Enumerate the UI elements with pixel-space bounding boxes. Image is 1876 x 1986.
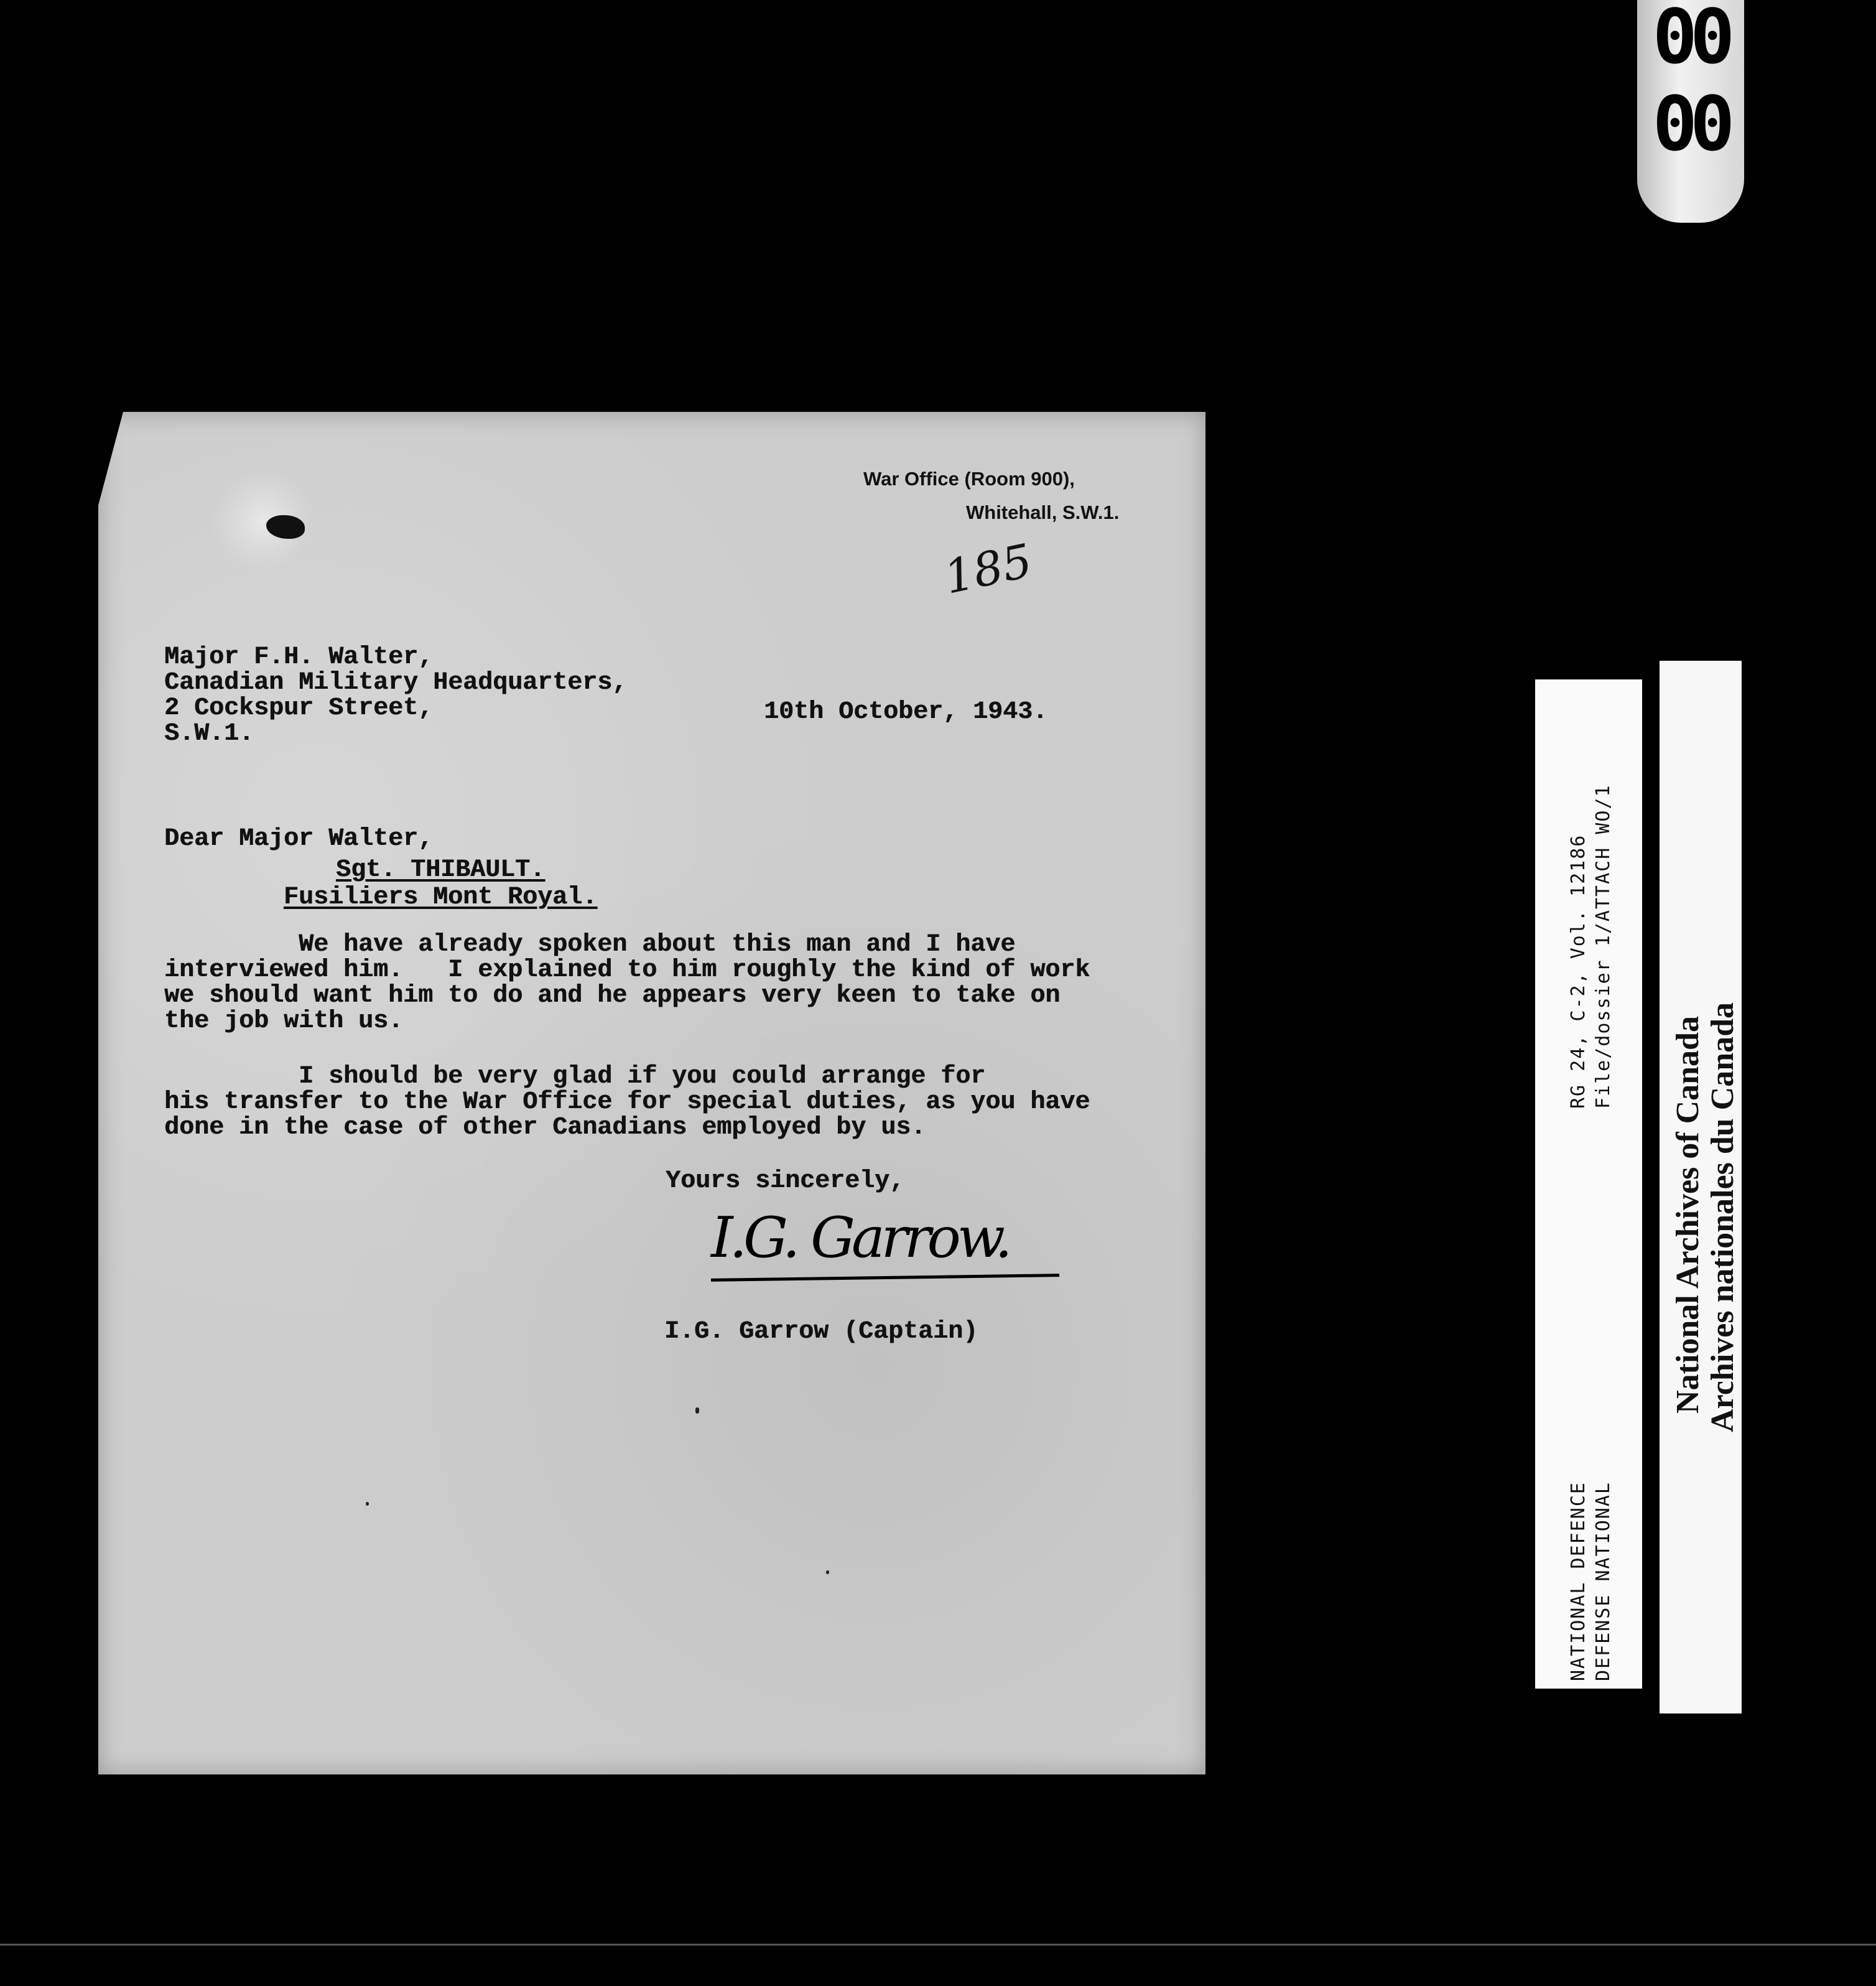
letter-date: 10th October, 1943. [764, 698, 1048, 726]
department-line-1: NATIONAL DEFENCE [1567, 1481, 1589, 1681]
recipient-address [164, 645, 627, 747]
handwritten-signature: I.G. Garrow. [711, 1205, 1009, 1270]
paragraph-line: We have already spoken about this man and I have [164, 931, 1016, 959]
signer-name: I.G. Garrow (Captain) [664, 1318, 978, 1346]
archives-name-label [1660, 661, 1742, 1713]
paragraph-line: the job with us. [164, 1007, 404, 1035]
recipient-line: 2 Cockspur Street, [164, 694, 434, 722]
archive-ref-line-1: RG 24, C-2, Vol. 12186 [1567, 834, 1589, 1109]
recipient-line: S.W.1. [164, 720, 254, 748]
handwritten-folio-number: 185 [939, 534, 1037, 605]
subject-name: Sgt. THIBAULT. [335, 856, 546, 884]
film-reel-tab [1637, 0, 1744, 223]
paper-speck-icon [366, 1502, 369, 1506]
letterhead-line-1: War Office (Room 900), [863, 468, 1075, 490]
signature-underline [711, 1274, 1059, 1282]
paper-speck-icon [826, 1570, 829, 1574]
archives-name-fr: Archives nationales du Canada [1705, 1002, 1740, 1432]
recipient-line: Canadian Military Headquarters, [164, 669, 628, 697]
body-paragraph-2 [164, 1064, 1090, 1140]
film-edge-line [0, 1944, 1876, 1946]
archive-ref-line-2: File/dossier 1/ATTACH WO/1 [1592, 784, 1614, 1109]
letter-page [98, 412, 1205, 1774]
paper-speck-icon [695, 1407, 699, 1414]
paragraph-line: I should be very glad if you could arrange for [164, 1063, 986, 1091]
recipient-line: Major F.H. Walter, [164, 643, 434, 671]
paragraph-line: we should want him to do and he appears very keen to take on [164, 982, 1061, 1010]
salutation: Dear Major Walter, [164, 825, 434, 853]
archives-name-en: National Archives of Canada [1670, 1016, 1706, 1414]
letterhead-line-2: Whitehall, S.W.1. [966, 501, 1120, 523]
folded-corner [98, 412, 123, 505]
closing: Yours sincerely, [666, 1167, 905, 1195]
subject-line-1 [98, 856, 782, 884]
paragraph-line: done in the case of other Canadians employed by us. [164, 1114, 926, 1142]
body-paragraph-1 [164, 932, 1090, 1034]
signature-block [711, 1205, 1069, 1286]
department-line-2: DEFENSE NATIONAL [1592, 1481, 1614, 1681]
reel-digit-bottom: 00 [1652, 81, 1728, 168]
subject-line-2 [98, 883, 782, 911]
reel-digit-top: 00 [1652, 0, 1728, 81]
archive-reference-label [1535, 679, 1642, 1689]
paragraph-line: his transfer to the War Office for special duties, as you have [164, 1088, 1090, 1116]
subject-unit: Fusiliers Mont Royal. [283, 883, 598, 911]
paragraph-line: interviewed him. I explained to him roughly the kind of work [164, 956, 1090, 984]
